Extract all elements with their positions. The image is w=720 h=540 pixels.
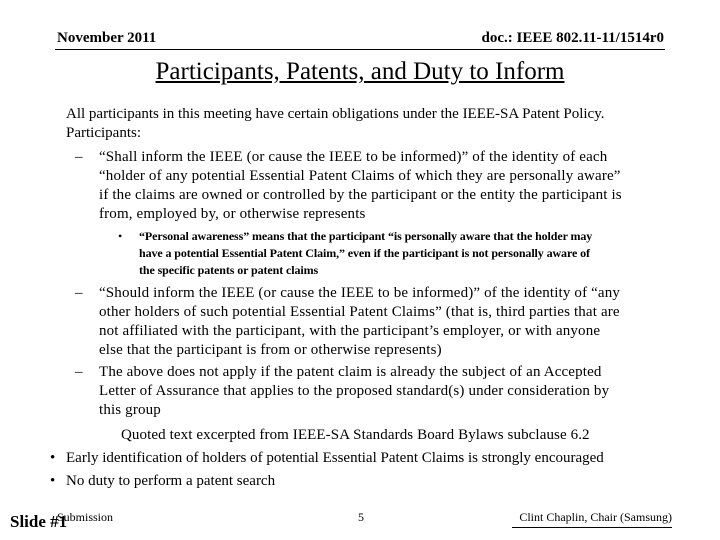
item1-line: “Shall inform the IEEE (or cause the IEEE to be informed)” of the identity of each [99,149,608,165]
header-doc-id: doc.: IEEE 802.11-11/1514r0 [481,30,664,46]
submission-label: Submission [57,510,114,524]
item1-line: from, employed by, or otherwise represents [99,206,366,222]
sub-item-line: the specific patents or patent claims [139,263,319,277]
bullet-marker: • [50,450,56,466]
item3-line: The above does not apply if the patent claim is already the subject of an Accepted [99,364,602,380]
intro-line: Participants: [66,125,141,141]
page-number: 5 [358,510,364,524]
intro-line: All participants in this meeting have certain obligations under the IEEE-SA Patent Policy. [66,106,605,122]
item2-line: other holders of such potential Essential Patent Claims” (that is, third parties that are [99,304,620,320]
item2-line: “Should inform the IEEE (or cause the IEEE to be informed)” of the identity of “any [99,285,621,301]
dash-marker: – [75,364,83,380]
header-date: November 2011 [57,30,157,46]
sub-item-line: have a potential Essential Patent Claim,” even if the participant is not personally aware of [139,246,590,260]
quote-source: Quoted text excerpted from IEEE-SA Standards Board Bylaws subclause 6.2 [121,427,590,443]
item2-line: else that the participant is from or otherwise represents) [99,342,442,358]
item1-line: “holder of any potential Essential Patent Claims of which they are personally aware” [99,168,621,184]
header-divider [55,49,665,50]
dash-marker: – [75,285,83,301]
bullet-marker: • [50,473,56,489]
item1-line: if the claims are owned or controlled by the participant or the entity the participant is [99,187,622,203]
sub-bullet-marker: • [118,229,123,243]
author-label: Clint Chaplin, Chair (Samsung) [519,510,672,524]
bullet-line: No duty to perform a patent search [66,473,276,489]
dash-marker: – [75,149,83,165]
slide-number-label: Slide #1 [10,512,68,531]
item3-line: Letter of Assurance that applies to the proposed standard(s) under consideration by [99,383,610,399]
item2-line: not affiliated with the participant, with the participant’s employer, or with anyone [99,323,601,339]
bullet-line: Early identification of holders of potential Essential Patent Claims is strongly encouraged [66,450,604,466]
sub-item-line: “Personal awareness” means that the participant “is personally aware that the holder may [139,229,593,243]
slide-title: Participants, Patents, and Duty to Inform [155,58,565,85]
footer-divider [512,527,672,528]
item3-line: this group [99,402,161,418]
